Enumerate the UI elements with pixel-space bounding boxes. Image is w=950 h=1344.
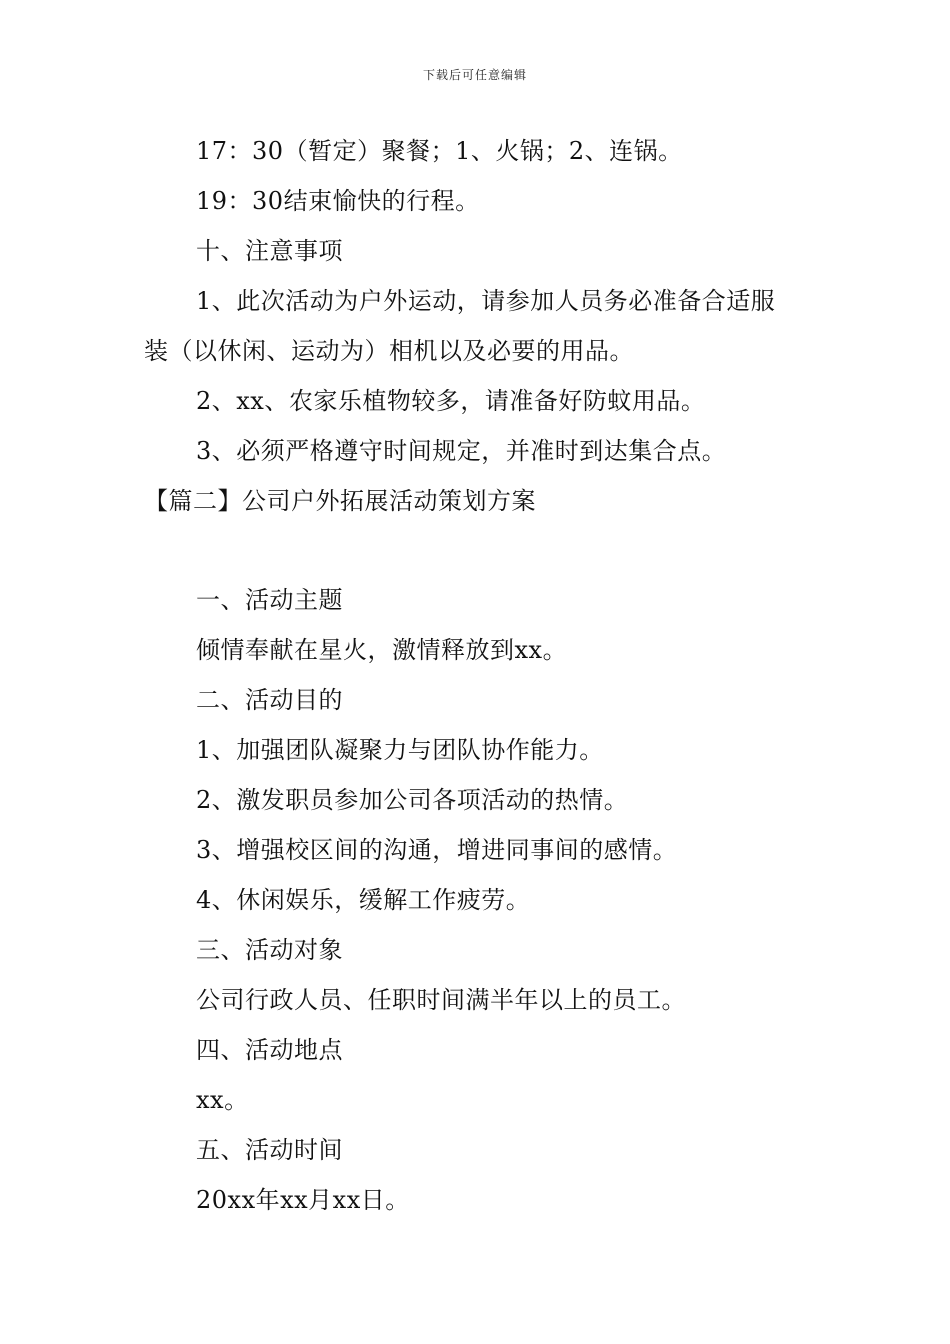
text-line: 1、加强团队凝聚力与团队协作能力。: [196, 736, 604, 764]
section-heading: 三、活动对象: [196, 936, 343, 964]
text-line: 2、激发职员参加公司各项活动的热情。: [196, 786, 629, 814]
text-line: 17：30（暂定）聚餐；1、火锅；2、连锅。: [196, 137, 683, 165]
section-heading: 二、活动目的: [196, 686, 343, 714]
section-heading: 一、活动主题: [196, 586, 343, 614]
text-line: 倾情奉献在星火，激情释放到xx。: [196, 636, 568, 664]
text-line: 1、此次活动为户外运动，请参加人员务必准备合适服: [196, 287, 776, 315]
section-heading: 五、活动时间: [196, 1136, 343, 1164]
page-header-note: 下载后可任意编辑: [422, 68, 527, 82]
text-line: 3、增强校区间的沟通，增进同事间的感情。: [196, 836, 678, 864]
text-line: 公司行政人员、任职时间满半年以上的员工。: [196, 986, 686, 1014]
text-line: xx。: [196, 1086, 249, 1114]
section-heading: 四、活动地点: [196, 1036, 343, 1064]
text-line: 2、xx、农家乐植物较多，请准备好防蚊用品。: [196, 387, 706, 415]
text-line: 装（以休闲、运动为）相机以及必要的用品。: [144, 337, 634, 365]
text-line: 20xx年xx月xx日。: [196, 1186, 410, 1214]
text-line: 4、休闲娱乐，缓解工作疲劳。: [196, 886, 531, 914]
section-heading: 十、注意事项: [196, 237, 343, 265]
chapter-title: 【篇二】公司户外拓展活动策划方案: [144, 487, 536, 515]
text-line: 3、必须严格遵守时间规定，并准时到达集合点。: [196, 437, 727, 465]
text-line: 19：30结束愉快的行程。: [196, 187, 480, 215]
